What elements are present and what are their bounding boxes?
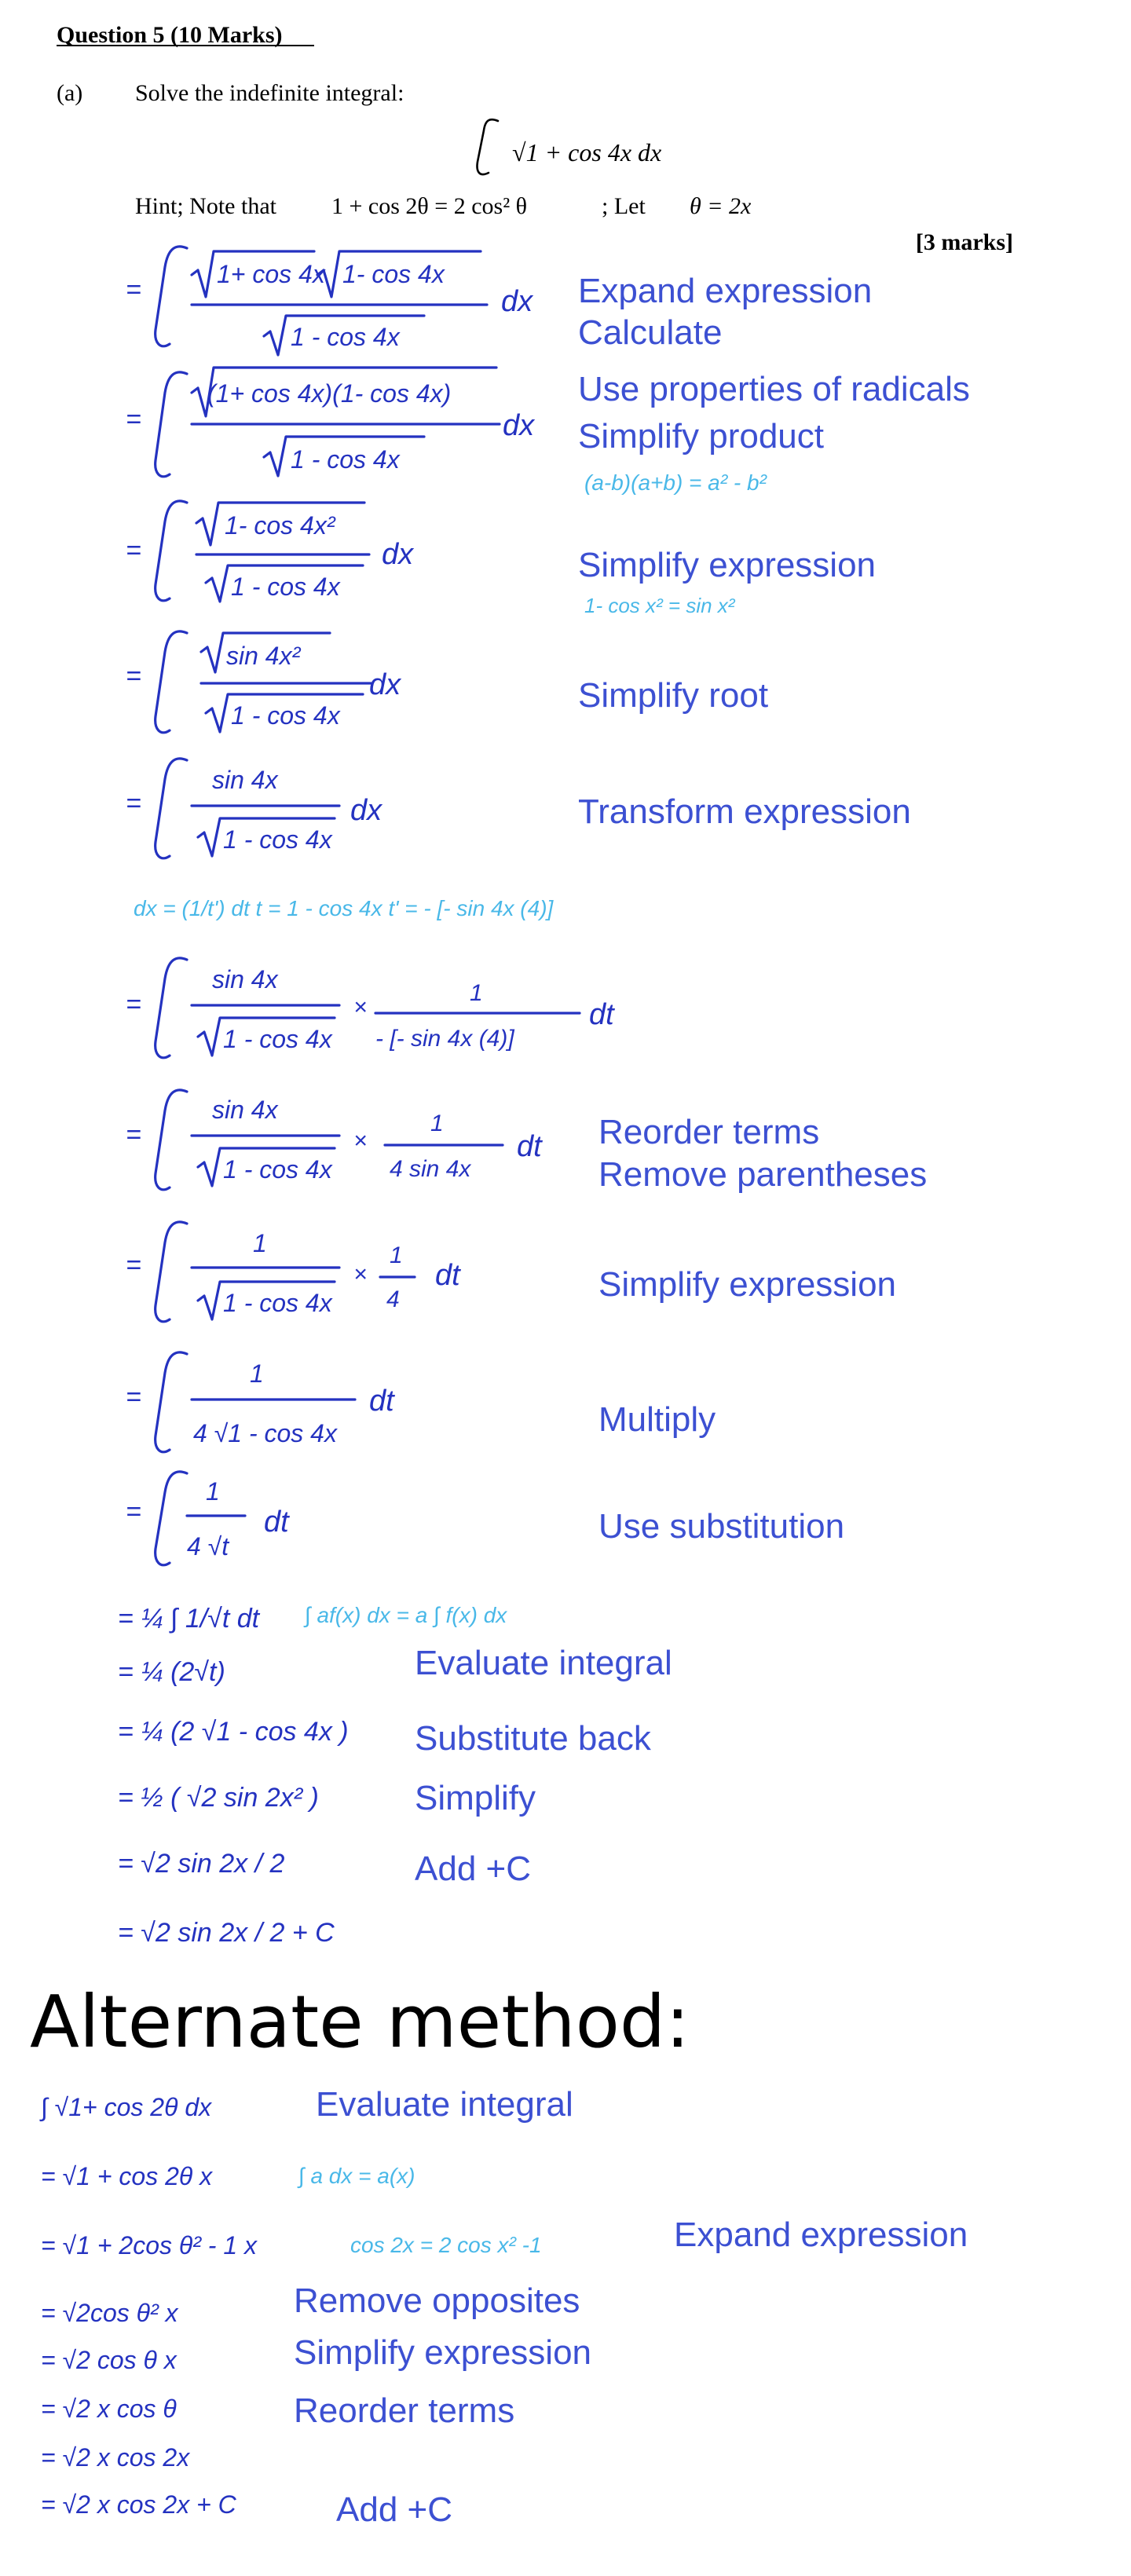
step-7 bbox=[126, 1090, 927, 1194]
annotation: Reorder terms bbox=[598, 1113, 820, 1151]
times-sign: × bbox=[353, 1128, 368, 1154]
differential: dx bbox=[382, 538, 414, 571]
alternate-lines bbox=[39, 2085, 968, 2529]
denominator: 1 - cos 4x bbox=[231, 701, 340, 730]
annotation: Evaluate integral bbox=[415, 1644, 672, 1682]
equals-sign: = bbox=[126, 1250, 141, 1280]
numerator: sin 4x bbox=[212, 1096, 278, 1124]
expression: = √2 sin 2x / 2 + C bbox=[118, 1918, 335, 1948]
numerator-a: 1+ cos 4x bbox=[217, 260, 325, 288]
expression: = ¼ (2√t) bbox=[118, 1657, 225, 1687]
annotation: Calculate bbox=[578, 313, 723, 352]
expression: = √1 + 2cos θ² - 1 x bbox=[41, 2231, 258, 2259]
question-header bbox=[57, 22, 1013, 255]
expression: = ½ ( √2 sin 2x² ) bbox=[118, 1783, 319, 1813]
denominator-2: - [- sin 4x (4)] bbox=[375, 1026, 514, 1052]
equals-sign: = bbox=[126, 661, 141, 691]
step-9 bbox=[126, 1352, 716, 1452]
expression: = ¼ ∫ 1/√t dt bbox=[118, 1604, 260, 1634]
numerator-b: 1- cos 4x bbox=[342, 260, 445, 288]
differential: dx bbox=[350, 794, 382, 827]
integral-sign bbox=[156, 1472, 187, 1565]
differential: dt bbox=[589, 998, 614, 1031]
numerator: sin 4x bbox=[212, 965, 278, 993]
annotation: Transform expression bbox=[578, 792, 911, 831]
annotation: Evaluate integral bbox=[316, 2085, 573, 2124]
equals-sign: = bbox=[126, 275, 141, 305]
annotation: Simplify expression bbox=[578, 546, 877, 584]
annotation: Add +C bbox=[415, 1850, 531, 1888]
step-10 bbox=[126, 1472, 844, 1565]
denominator: 1 - cos 4x bbox=[223, 1155, 332, 1184]
integral-sign bbox=[156, 247, 187, 346]
annotation: Use properties of radicals bbox=[578, 370, 970, 408]
step-4 bbox=[126, 631, 768, 733]
expression: = √2cos θ² x bbox=[41, 2299, 178, 2327]
equals-sign: = bbox=[126, 1497, 141, 1527]
expression: ∫ √1+ cos 2θ dx bbox=[41, 2093, 212, 2121]
annotation: Use substitution bbox=[598, 1507, 845, 1546]
note: cos 2x = 2 cos x² -1 bbox=[350, 2233, 542, 2257]
marks-label: [3 marks] bbox=[915, 229, 1013, 255]
step-3 bbox=[126, 501, 876, 617]
differential: dt bbox=[369, 1385, 394, 1418]
expression: = √2 x cos θ bbox=[41, 2395, 177, 2423]
note: 1- cos x² = sin x² bbox=[584, 594, 735, 617]
integral-sign bbox=[156, 501, 187, 601]
numerator-2: 1 bbox=[390, 1242, 403, 1268]
annotation: Simplify expression bbox=[598, 1265, 897, 1304]
differential: dx bbox=[503, 409, 535, 442]
annotation: Expand expression bbox=[674, 2216, 968, 2254]
numerator: sin 4x bbox=[212, 766, 278, 794]
hint-substitution: θ = 2x bbox=[690, 193, 752, 219]
alternate-method-heading: Alternate method: bbox=[30, 1980, 690, 2064]
numerator: (1+ cos 4x)(1- cos 4x) bbox=[207, 379, 452, 408]
annotation: Simplify root bbox=[578, 676, 769, 715]
denominator: 1 - cos 4x bbox=[223, 1289, 332, 1317]
expression: = √2 sin 2x / 2 bbox=[118, 1849, 285, 1879]
note: ∫ af(x) dx = a ∫ f(x) dx bbox=[305, 1603, 507, 1627]
annotation: Remove parentheses bbox=[598, 1155, 928, 1194]
annotation: Expand expression bbox=[578, 272, 873, 310]
expression: = √2 cos θ x bbox=[41, 2346, 177, 2374]
expression: = √1 + cos 2θ x bbox=[41, 2162, 213, 2190]
annotation: Add +C bbox=[336, 2490, 452, 2529]
instruction-text: Solve the indefinite integral: bbox=[135, 80, 404, 106]
note: (a-b)(a+b) = a² - b² bbox=[584, 470, 767, 495]
integral-sign bbox=[156, 759, 187, 858]
hint-prefix: Hint; Note that bbox=[135, 193, 276, 219]
times-sign: × bbox=[353, 994, 368, 1020]
equals-sign: = bbox=[126, 789, 141, 818]
integral-sign bbox=[156, 958, 187, 1058]
substitution-note: dx = (1/t') dt t = 1 - cos 4x t' = - [- sin 4x (4)] bbox=[134, 896, 554, 920]
expression: = √2 x cos 2x bbox=[41, 2443, 190, 2472]
denominator-2: 4 sin 4x bbox=[390, 1156, 471, 1182]
annotation: Simplify expression bbox=[294, 2333, 592, 2372]
numerator: sin 4x² bbox=[226, 642, 301, 670]
equals-sign: = bbox=[126, 404, 141, 434]
problem-integral: √1 + cos 4x dx bbox=[512, 138, 662, 166]
note: ∫ a dx = a(x) bbox=[298, 2164, 415, 2188]
differential: dt bbox=[264, 1506, 289, 1539]
differential: dt bbox=[435, 1259, 460, 1292]
differential: dx bbox=[501, 285, 533, 318]
numerator: 1- cos 4x² bbox=[225, 511, 335, 540]
equals-sign: = bbox=[126, 1382, 141, 1412]
times-sign: × bbox=[353, 1261, 368, 1287]
differential: dx bbox=[369, 668, 401, 701]
step-6 bbox=[126, 958, 615, 1058]
denominator: 1 - cos 4x bbox=[231, 573, 340, 601]
annotation: Remove opposites bbox=[294, 2281, 580, 2320]
integral-sign bbox=[156, 631, 187, 733]
numerator: 1 bbox=[206, 1477, 220, 1506]
annotation: Reorder terms bbox=[294, 2391, 515, 2430]
expression: = ¼ (2 √1 - cos 4x ) bbox=[118, 1717, 349, 1747]
step-5 bbox=[126, 759, 911, 858]
integral-sign bbox=[478, 119, 498, 174]
denominator: 4 √t bbox=[187, 1532, 229, 1561]
numerator-2: 1 bbox=[470, 980, 483, 1006]
numerator-2: 1 bbox=[430, 1111, 444, 1136]
final-lines bbox=[118, 1603, 672, 1948]
denominator: 1 - cos 4x bbox=[291, 323, 400, 351]
step-2 bbox=[126, 368, 970, 495]
hint-let: ; Let bbox=[602, 193, 646, 219]
denominator: 1 - cos 4x bbox=[291, 445, 400, 474]
denominator-2: 4 bbox=[386, 1286, 400, 1312]
question-title: Question 5 (10 Marks) bbox=[57, 22, 283, 48]
expression: = √2 x cos 2x + C bbox=[41, 2490, 236, 2519]
equals-sign: = bbox=[126, 1120, 141, 1150]
annotation: Multiply bbox=[598, 1400, 716, 1439]
annotation: Simplify product bbox=[578, 417, 825, 456]
annotation: Substitute back bbox=[415, 1719, 651, 1758]
denominator: 4 √1 - cos 4x bbox=[193, 1419, 337, 1447]
step-8 bbox=[126, 1222, 896, 1322]
annotation: Simplify bbox=[415, 1779, 536, 1817]
differential: dt bbox=[517, 1130, 542, 1163]
denominator: 1 - cos 4x bbox=[223, 1025, 332, 1053]
numerator: 1 bbox=[250, 1359, 264, 1388]
hint-identity: 1 + cos 2θ = 2 cos² θ bbox=[331, 193, 528, 219]
integral-sign bbox=[156, 1222, 187, 1322]
denominator: 1 - cos 4x bbox=[223, 825, 332, 854]
numerator: 1 bbox=[253, 1229, 267, 1257]
step-1 bbox=[126, 247, 872, 355]
part-label: (a) bbox=[57, 80, 83, 106]
integral-sign bbox=[156, 372, 187, 477]
equals-sign: = bbox=[126, 990, 141, 1019]
integral-sign bbox=[156, 1352, 187, 1452]
integral-sign bbox=[156, 1090, 187, 1190]
equals-sign: = bbox=[126, 536, 141, 565]
